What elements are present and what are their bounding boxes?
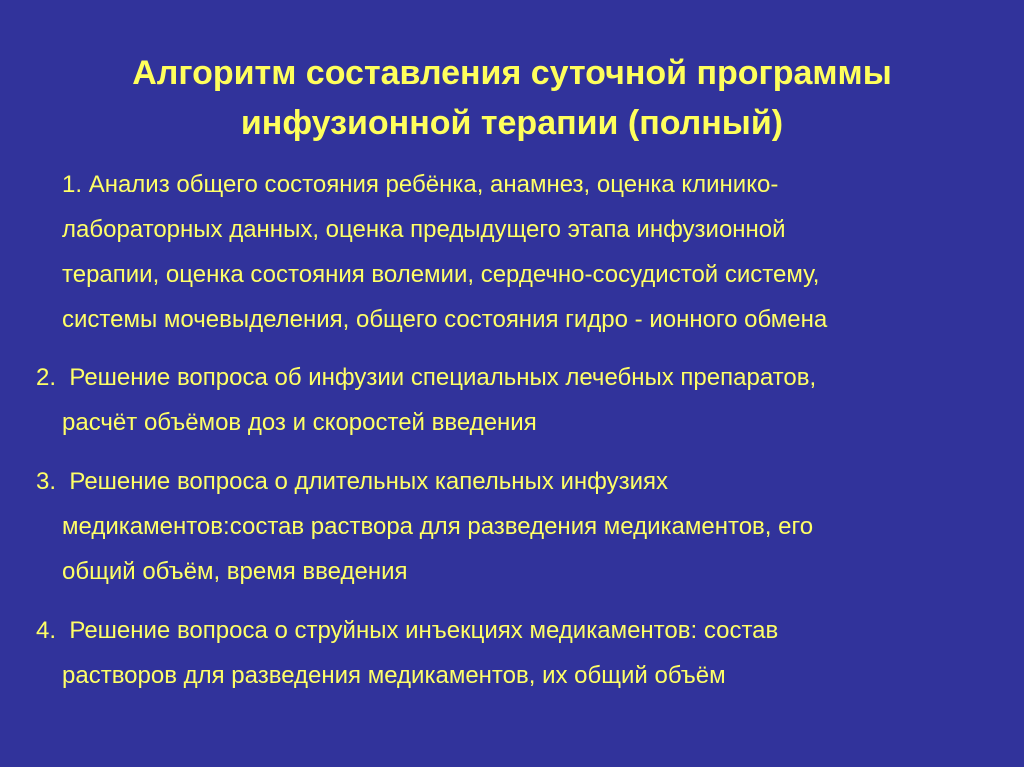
list-item-3-line-1 xyxy=(36,459,813,504)
slide-title-line-2: инфузионной терапии (полный) xyxy=(240,104,784,142)
slide-title xyxy=(40,48,984,148)
list-item-4 xyxy=(36,608,778,698)
list-item-3-line-3: общий объём, время введения xyxy=(62,558,408,585)
list-item-2-number: 2. xyxy=(36,364,57,391)
list-item-2 xyxy=(36,355,816,445)
list-item-1 xyxy=(62,162,827,342)
list-item-2-line-2: расчёт объёмов доз и скоростей введения xyxy=(62,409,537,436)
list-item-3-line-2: медикаментов:состав раствора для разведения медикаментов, его xyxy=(62,513,814,540)
list-item-3 xyxy=(36,459,813,594)
list-item-3-number: 3. xyxy=(36,468,57,495)
list-item-2-line-1 xyxy=(36,355,816,400)
list-item-4-text-1: Решение вопроса о струйных инъекциях медикаментов: состав xyxy=(69,617,779,644)
list-item-1-line-4: системы мочевыделения, общего состояния гидро - ионного обмена xyxy=(62,306,828,333)
list-item-4-line-1 xyxy=(36,608,778,653)
list-item-1-line-2: лабораторных данных, оценка предыдущего этапа инфузионной xyxy=(62,216,786,243)
list-item-4-line-2: растворов для разведения медикаментов, их общий объём xyxy=(62,662,726,689)
list-item-3-text-1: Решение вопроса о длительных капельных инфузиях xyxy=(69,468,668,495)
slide-title-line-1: Алгоритм составления суточной программы xyxy=(132,54,892,92)
list-item-1-number: 1. xyxy=(62,171,83,198)
list-item-4-number: 4. xyxy=(36,617,57,644)
list-item-1-line-1 xyxy=(54,162,827,207)
list-item-1-text-1: Анализ общего состояния ребёнка, анамнез, оценка клинико- xyxy=(88,171,779,198)
list-item-2-text-1: Решение вопроса об инфузии специальных лечебных препаратов, xyxy=(69,364,817,391)
list-item-1-line-3: терапии, оценка состояния волемии, сердечно-сосудистой систему, xyxy=(62,261,820,288)
